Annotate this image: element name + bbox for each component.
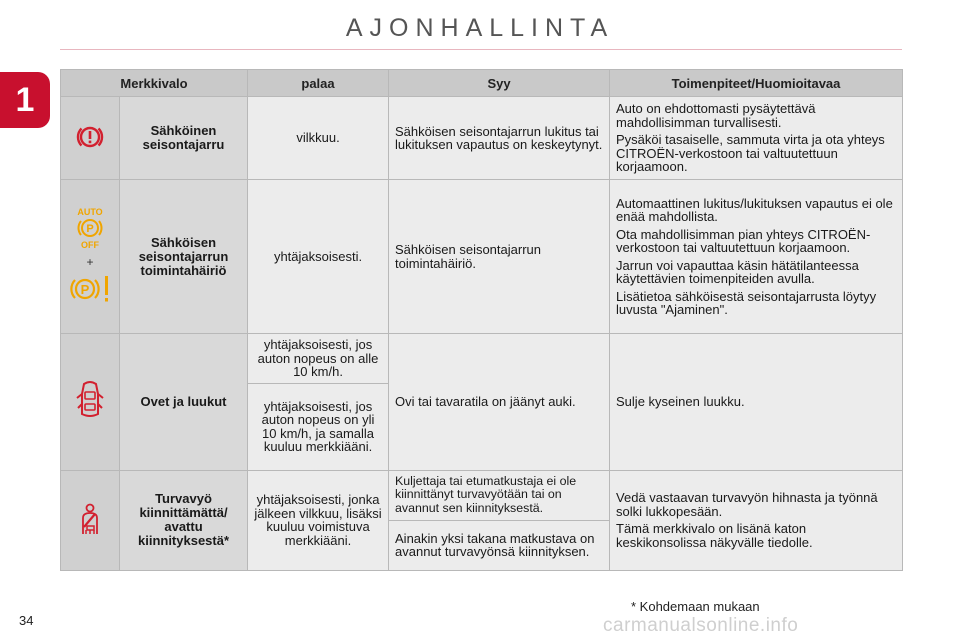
table-row (61, 97, 903, 180)
indicator-cause: Ainakin yksi takana matkustava on avannut turvavyönsä kiinnityksen. (389, 520, 610, 570)
title-divider (60, 49, 902, 50)
indicator-name: Turvavyö kiinnittämättä/ avattu kiinnityksestä* (120, 470, 248, 570)
action-text: Vedä vastaavan turvavyön hihnasta ja työnnä solki lukkopesään. (616, 490, 878, 519)
footnote: * Kohdemaan mukaan (631, 599, 760, 614)
action-text: Tämä merkkivalo on lisänä katon keskikonsolissa näkyvälle tiedolle. (616, 521, 813, 550)
indicator-cause: Kuljettaja tai etumatkustaja ei ole kiinnittänyt turvavyötään tai on avannut sen kiinnityksestä. (389, 470, 610, 520)
auto-parking-off-icon (72, 206, 108, 253)
indicator-name: Ovet ja luukut (120, 334, 248, 471)
indicator-state: yhtäjaksoisesti, jos auton nopeus on yli 10 km/h, ja samalla kuuluu merkkiääni. (248, 383, 389, 470)
indicator-icon-cell (61, 470, 120, 570)
off-label: OFF (81, 239, 99, 250)
indicator-cause: Sähköisen seisontajarrun toimintahäiriö. (389, 180, 610, 334)
table-header-row (61, 70, 903, 97)
action-text: Pysäköi tasaiselle, sammuta virta ja ota yhteys CITROËN-verkostoon tai valtuutettuun korjaamoon. (616, 132, 885, 175)
parking-p-label: P (86, 222, 94, 235)
fault-p-label: P (80, 281, 90, 297)
indicator-icon-cell (61, 334, 120, 471)
parking-brake-warning-icon (74, 141, 106, 156)
indicator-name: Sähköinen seisontajarru (120, 97, 248, 180)
indicator-action: Sulje kyseinen luukku. (610, 334, 903, 471)
indicator-cause: Sähköisen seisontajarrun lukitus tai lukituksen vapautus on keskeytynyt. (389, 97, 610, 180)
chapter-tab[interactable]: 1 (0, 72, 50, 128)
indicator-action (610, 470, 903, 570)
indicator-icon-cell (61, 97, 120, 180)
plus-sign: + (86, 254, 94, 269)
watermark: carmanualsonline.info (603, 615, 799, 636)
action-text: Jarrun voi vapauttaa käsin hätätilanteessa käytettävien toimenpiteiden avulla. (616, 257, 859, 286)
action-text: Lisätietoa sähköisestä seisontajarrusta löytyy luvusta "Ajaminen". (616, 288, 877, 317)
indicator-state: yhtäjaksoisesti, jonka jälkeen vilkkuu, lisäksi kuuluu voimistuva merkkiääni. (248, 470, 389, 570)
indicator-cause: Ovi tai tavaratila on jäänyt auki. (389, 334, 610, 471)
indicator-name: Sähköisen seisontajarrun toimintahäiriö (120, 180, 248, 334)
column-header-state: palaa (248, 70, 389, 97)
action-text: Auto on ehdottomasti pysäytettävä mahdollisimman turvallisesti. (616, 101, 816, 130)
action-text: Ota mahdollisimman pian yhteys CITROËN-verkostoon tai valtuutettuun korjaamoon. (616, 226, 871, 255)
column-header-cause: Syy (389, 70, 610, 97)
table-row (61, 180, 903, 334)
column-header-action: Toimenpiteet/Huomioitavaa (610, 70, 903, 97)
action-text: Automaattinen lukitus/lukituksen vapautus ei ole enää mahdollista. (616, 195, 893, 224)
page-title: AJONHALLINTA (345, 14, 615, 42)
indicator-state: yhtäjaksoisesti. (248, 180, 389, 334)
door-open-icon (75, 410, 105, 425)
indicator-action (610, 97, 903, 180)
warning-lights-table (60, 69, 903, 571)
indicator-action (610, 180, 903, 334)
table-row (61, 334, 903, 384)
parking-fault-icon (65, 273, 115, 308)
column-header-indicator: Merkkivalo (61, 70, 248, 97)
auto-label: AUTO (77, 206, 103, 217)
seatbelt-warning-icon (77, 524, 103, 539)
indicator-state: yhtäjaksoisesti, jos auton nopeus on alle 10 km/h. (248, 334, 389, 384)
indicator-icon-cell (61, 180, 120, 334)
indicator-state: vilkkuu. (248, 97, 389, 180)
table-row (61, 470, 903, 520)
page-number: 34 (19, 613, 34, 628)
